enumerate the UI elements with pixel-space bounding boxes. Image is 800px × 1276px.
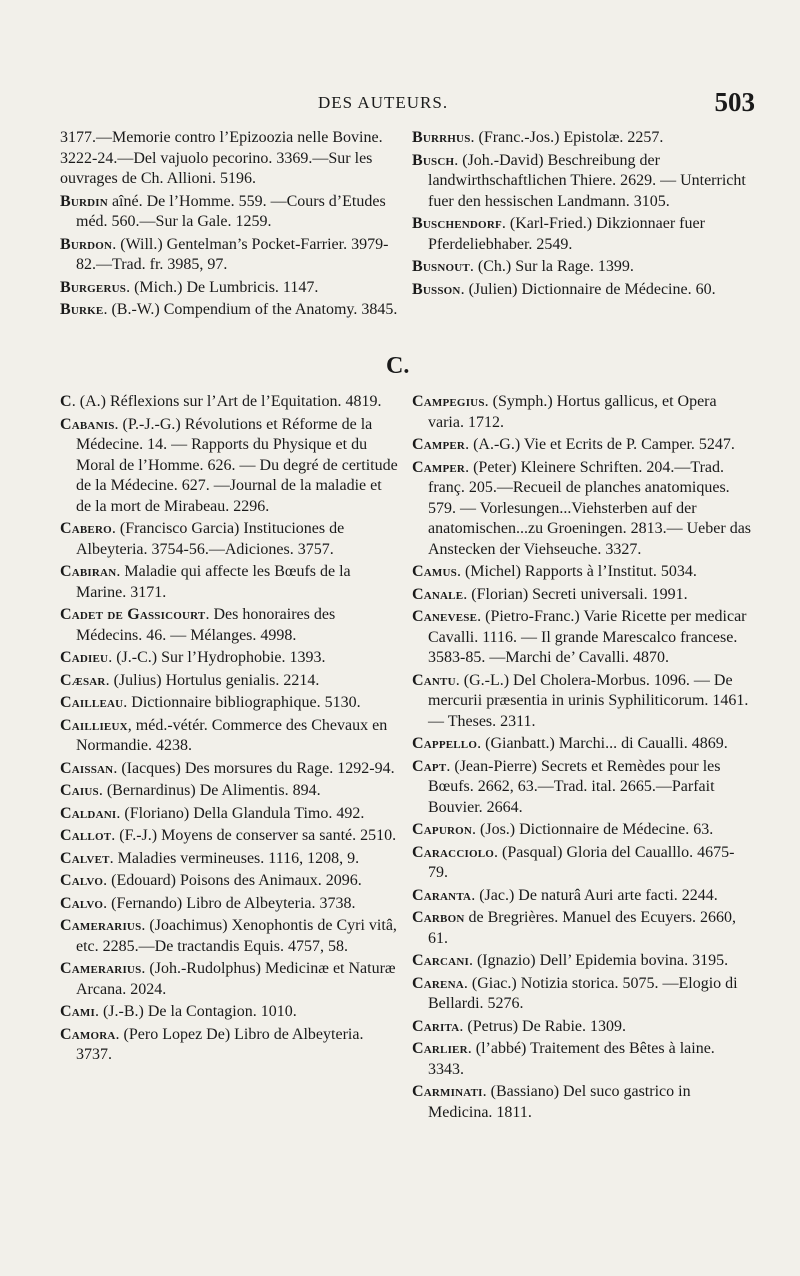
- entry-text: 3177.—Memorie contro l’Epizoozia nelle Bovine. 3222-24.—Del vajuolo pecorino. 3369.—Sur les ouvrages de Ch. Allioni. 5196.: [60, 129, 383, 187]
- author-name: Carlier: [412, 1040, 468, 1057]
- entry-text: . (B.-W.) Compendium of the Anatomy. 3845.: [103, 301, 398, 318]
- author-name: Caissan: [60, 759, 114, 777]
- right-column-main: [412, 392, 752, 1125]
- left-column-main: [60, 392, 400, 1068]
- index-entry: [60, 871, 400, 892]
- index-entry: [412, 280, 752, 301]
- entry-text: aîné. De l’Homme. 559. —Cours d’Etudes méd. 560.—Sur la Gale. 1259.: [76, 192, 386, 230]
- author-name: Carena: [412, 974, 464, 992]
- index-entry: [60, 300, 400, 321]
- index-entry: [412, 820, 752, 841]
- entry-text: . (Ignazio) Dell’ Epidemia bovina. 3195.: [468, 952, 729, 969]
- author-name: Calvo: [60, 872, 104, 889]
- entry-text: . (Francisco Garcia) Instituciones de Albeyteria. 3754-56.—Adiciones. 3757.: [76, 520, 345, 558]
- entry-text: . (Bernardinus) De Alimentis. 894.: [98, 782, 321, 799]
- entry-text: . (J.-C.) Sur l’Hydrophobie. 1393.: [108, 649, 326, 666]
- author-name: Callot: [60, 827, 112, 844]
- index-entry: [412, 1017, 752, 1038]
- author-name: Canevese: [412, 608, 478, 625]
- page-number: 503: [714, 87, 755, 117]
- entry-text: . (Mich.) De Lumbricis. 1147.: [126, 278, 319, 296]
- author-name: Camora: [60, 1025, 116, 1043]
- author-name: Camus: [412, 563, 457, 580]
- author-name: Burrhus: [412, 129, 471, 146]
- index-entry: [60, 235, 400, 276]
- entry-text: . (Petrus) De Rabie. 1309.: [459, 1017, 627, 1035]
- index-entry: [412, 908, 752, 949]
- entry-text: . (Symph.) Hortus gallicus, et Opera varia. 1712.: [428, 393, 717, 431]
- author-name: Camerarius: [60, 917, 142, 934]
- index-entry: [60, 192, 400, 233]
- entry-text: . Dictionnaire bibliographique. 5130.: [123, 694, 361, 711]
- author-name: Camerarius: [60, 960, 142, 977]
- author-name: Caillieux: [60, 716, 128, 734]
- author-name: Capuron: [412, 821, 473, 838]
- author-name: Carcani: [412, 952, 469, 969]
- entry-text: . (Joh.-Rudolphus) Medicinæ et Naturæ Arcana. 2024.: [76, 960, 396, 998]
- entry-text: . (Will.) Gentelman’s Pocket-Farrier. 3979-82.—Trad. fr. 3985, 97.: [76, 235, 389, 273]
- author-name: Carbon: [412, 909, 465, 926]
- entry-text: . (Bassiano) Del suco gastrico in Medicina. 1811.: [428, 1083, 691, 1121]
- index-entry: [60, 916, 400, 957]
- author-name: Cami: [60, 1003, 95, 1020]
- author-name: Camper: [412, 436, 466, 453]
- index-entry: [412, 435, 752, 456]
- author-name: Cantu: [412, 671, 456, 689]
- index-entry: [412, 458, 752, 561]
- index-entry: [412, 734, 752, 755]
- index-entry: [412, 128, 752, 149]
- author-name: Cappello: [412, 735, 478, 752]
- entry-text: . (Ch.) Sur la Rage. 1399.: [469, 258, 634, 275]
- index-entry: [412, 562, 752, 583]
- author-name: Cabanis: [60, 415, 115, 433]
- entry-text: . (A.-G.) Vie et Ecrits de P. Camper. 5247.: [465, 436, 735, 453]
- author-name: Cabiran: [60, 563, 117, 580]
- entry-text: . (Jos.) Dictionnaire de Médecine. 63.: [472, 821, 714, 838]
- index-entry: [60, 804, 400, 825]
- entry-text: . (Iacques) Des morsures du Rage. 1292-94.: [113, 759, 395, 777]
- entry-text: . (l’abbé) Traitement des Bêtes à laine. 3343.: [428, 1040, 715, 1078]
- entry-text: . (A.) Réflexions sur l’Art de l’Equitation. 4819.: [71, 393, 382, 410]
- author-name: Cæsar: [60, 671, 106, 689]
- author-name: Busson: [412, 280, 461, 298]
- index-entry: [60, 826, 400, 847]
- entry-text: . (Julius) Hortulus genialis. 2214.: [105, 671, 320, 689]
- index-entry: [412, 974, 752, 1015]
- section-letter: C.: [386, 353, 410, 379]
- index-entry: [60, 392, 400, 413]
- index-entry: [412, 257, 752, 278]
- author-name: Calvo: [60, 894, 104, 912]
- index-entry: [60, 1025, 400, 1066]
- entry-text: . (Joachimus) Xenophontis de Cyri vitâ, etc. 2285.—De tractandis Equis. 4757, 58.: [76, 917, 397, 955]
- author-name: Caius: [60, 782, 99, 799]
- index-entry: [60, 562, 400, 603]
- left-column-top: [60, 128, 400, 323]
- author-name: Caldani: [60, 804, 117, 822]
- running-title: DES AUTEURS.: [318, 93, 449, 112]
- entry-text: . Des honoraires des Médecins. 46. — Mélanges. 4998.: [76, 606, 336, 644]
- index-entry: [60, 278, 400, 299]
- index-entry: [412, 951, 752, 972]
- index-entry: [412, 392, 752, 433]
- entry-text: . (Florian) Secreti universali. 1991.: [463, 585, 688, 603]
- author-name: Caracciolo: [412, 843, 495, 861]
- entry-text: . (Julien) Dictionnaire de Médecine. 60.: [460, 280, 716, 298]
- entry-text: . (Joh.-David) Beschreibung der landwirthschaftlichen Thiere. 2629. — Unterricht fuer den hessischen Landmann. 3105.: [428, 151, 746, 210]
- index-entry: [412, 671, 752, 733]
- index-entry: [60, 128, 400, 190]
- entry-text: . (Karl-Fried.) Dikzionnaer fuer Pferdeliebhaber. 2549.: [428, 215, 705, 253]
- author-name: Burdin: [60, 192, 108, 210]
- entry-text: . (Franc.-Jos.) Epistolæ. 2257.: [470, 129, 664, 146]
- index-entry: [60, 671, 400, 692]
- index-entry: [412, 607, 752, 669]
- author-name: Capt: [412, 757, 447, 775]
- index-entry: [412, 843, 752, 884]
- entry-text: de Bregrières. Manuel des Ecuyers. 2660, 61.: [428, 909, 736, 947]
- author-name: Cadet de Gassicourt: [60, 606, 206, 623]
- author-name: Camper: [412, 458, 466, 476]
- entry-text: . (G.-L.) Del Cholera-Morbus. 1096. — De mercurii præsentia in urinis Syphiliticorum. 1461. — Theses. 2311.: [428, 671, 749, 730]
- author-name: Burdon: [60, 235, 113, 253]
- index-entry: [60, 415, 400, 518]
- entry-text: . (Pietro-Franc.) Varie Ricette per medicar Cavalli. 1116. — Il grande Marescalco francese. 3583-85. —Marchi de’ Cavalli. 4870.: [428, 608, 747, 666]
- author-name: Carminati: [412, 1083, 483, 1100]
- author-name: Campegius: [412, 393, 485, 410]
- entry-text: . (Peter) Kleinere Schriften. 204.—Trad. franç. 205.—Recueil de planches anatomiques. 579. — Vorlesungen...Viehsterben auf der anatomischen...zu Groeningen. 2813.— Ueber das Anstecken der Viehseuche. 3327.: [428, 458, 752, 558]
- entry-text: . (Jean-Pierre) Secrets et Remèdes pour les Bœufs. 2662, 63.—Trad. ital. 2665.—Parfait Bouvier. 2664.: [428, 757, 721, 816]
- index-entry: [412, 1082, 752, 1123]
- entry-text: . (Pasqual) Gloria del Caualllo. 4675-79.: [428, 843, 735, 881]
- author-name: Cailleau: [60, 694, 124, 711]
- entry-text: . (Pero Lopez De) Libro de Albeyteria. 3737.: [76, 1025, 364, 1063]
- index-entry: [412, 214, 752, 255]
- page-header: [0, 87, 800, 123]
- author-name: Burgerus: [60, 278, 127, 296]
- author-name: Cadieu: [60, 649, 109, 666]
- index-entry: [60, 693, 400, 714]
- index-entry: [60, 519, 400, 560]
- entry-text: . (Michel) Rapports à l’Institut. 5034.: [456, 563, 697, 580]
- author-name: Canale: [412, 585, 464, 603]
- author-name: Busch: [412, 151, 455, 169]
- entry-text: . Maladies vermineuses. 1116, 1208, 9.: [109, 849, 360, 867]
- author-name: C: [60, 393, 72, 410]
- index-entry: [412, 585, 752, 606]
- index-entry: [60, 781, 400, 802]
- right-column-top: [412, 128, 752, 302]
- author-name: Calvet: [60, 849, 110, 867]
- author-name: Carita: [412, 1017, 460, 1035]
- entry-text: . (Floriano) Della Glandula Timo. 492.: [116, 804, 365, 822]
- index-entry: [60, 849, 400, 870]
- index-entry: [412, 151, 752, 213]
- index-entry: [60, 759, 400, 780]
- entry-text: . (P.-J.-G.) Révolutions et Réforme de la Médecine. 14. — Rapports du Physique et du Moral de l’Homme. 626. — Du degré de certitude de la Médecine. 627. —Journal de la maladie et de la mort de Mirabeau. 2296.: [76, 415, 398, 515]
- entry-text: , méd.-vétér. Commerce des Chevaux en Normandie. 4238.: [76, 716, 388, 754]
- author-name: Cabero: [60, 520, 112, 537]
- index-entry: [60, 1002, 400, 1023]
- author-name: Burke: [60, 301, 104, 318]
- entry-text: . (Fernando) Libro de Albeyteria. 3738.: [103, 894, 356, 912]
- author-name: Busnout: [412, 258, 470, 275]
- entry-text: . (Jac.) De naturâ Auri arte facti. 2244.: [471, 886, 718, 904]
- index-entry: [412, 886, 752, 907]
- index-entry: [60, 959, 400, 1000]
- entry-text: . (F.-J.) Moyens de conserver sa santé. 2510.: [111, 827, 397, 844]
- index-entry: [412, 1039, 752, 1080]
- entry-text: . Maladie qui affecte les Bœufs de la Marine. 3171.: [76, 563, 351, 601]
- index-entry: [60, 648, 400, 669]
- entry-text: . (J.-B.) De la Contagion. 1010.: [94, 1003, 297, 1020]
- author-name: Caranta: [412, 886, 472, 904]
- author-name: Buschendorf: [412, 215, 502, 232]
- index-entry: [412, 757, 752, 819]
- entry-text: . (Giac.) Notizia storica. 5075. —Elogio di Bellardi. 5276.: [428, 974, 738, 1012]
- entry-text: . (Edouard) Poisons des Animaux. 2096.: [103, 872, 362, 889]
- index-entry: [60, 605, 400, 646]
- index-entry: [60, 716, 400, 757]
- entry-text: . (Gianbatt.) Marchi... di Caualli. 4869.: [477, 735, 728, 752]
- index-entry: [60, 894, 400, 915]
